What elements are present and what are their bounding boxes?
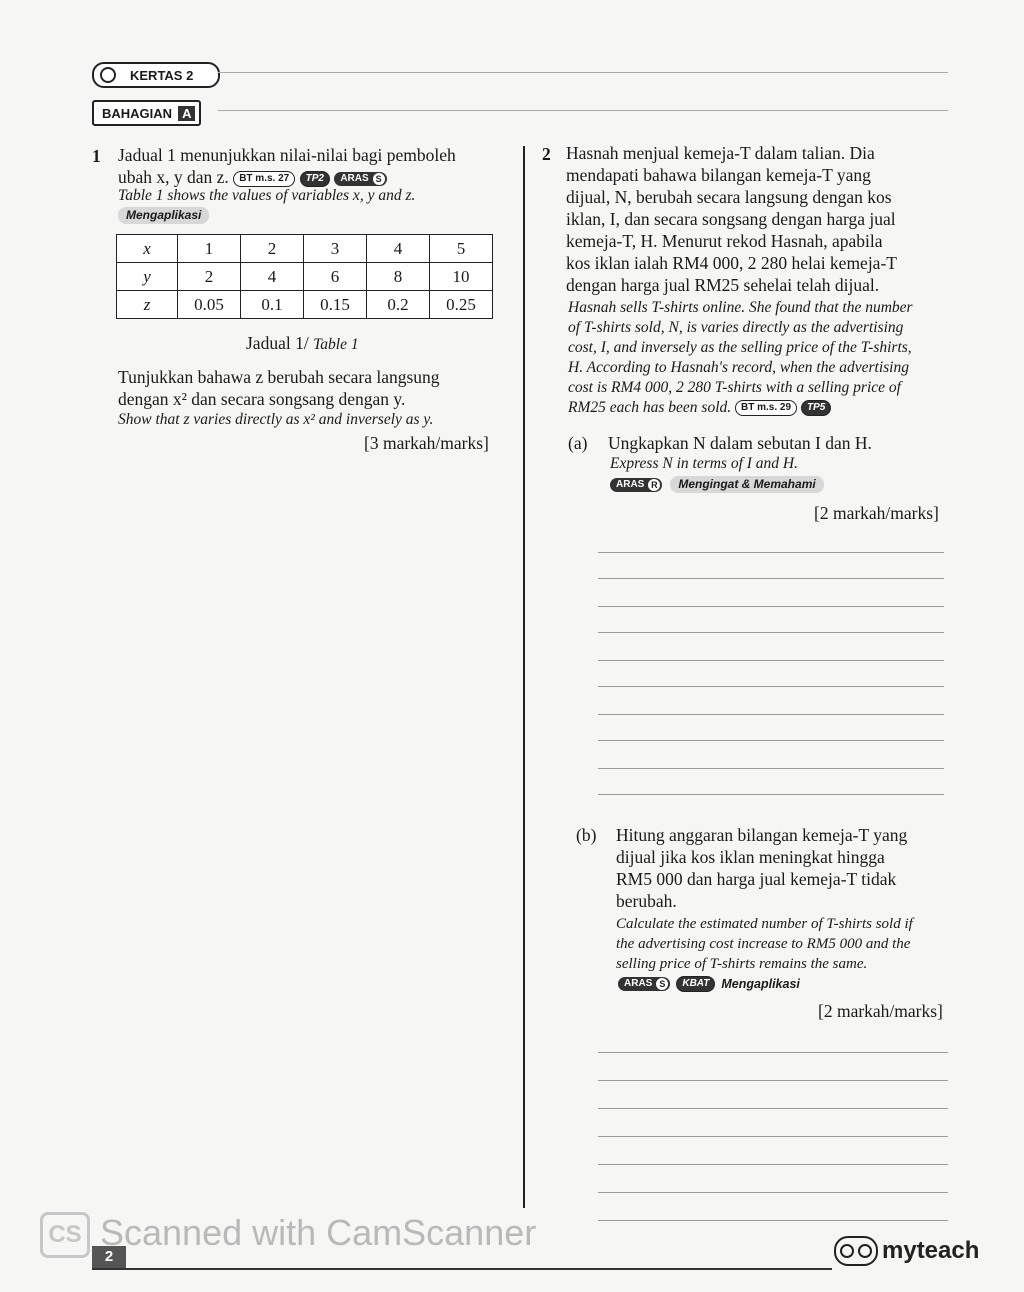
answer-line (598, 794, 944, 795)
marks: [2 markah/marks] (818, 1001, 943, 1021)
answer-line (598, 714, 944, 715)
q2-line: Hasnah menjual kemeja-T dalam talian. Dia (566, 143, 875, 163)
q1-task-ms (118, 366, 510, 410)
caption-ms: Jadual 1/ (246, 333, 309, 353)
answer-line (598, 1220, 948, 1221)
answer-line (598, 1052, 948, 1053)
answer-line (598, 740, 944, 741)
kbat-badge: KBAT (676, 976, 715, 992)
q2-text-ms (566, 142, 956, 296)
section-letter: A (178, 106, 195, 121)
level-badge (610, 478, 662, 492)
q1-line: ubah x, y dan z. (118, 167, 229, 187)
page-number: 2 (92, 1246, 126, 1268)
tp-badge: TP2 (300, 171, 330, 187)
level-badge-label: ARAS (624, 978, 653, 989)
q1-line2-wrap (118, 166, 508, 188)
part-a-ms: Ungkapkan N dalam sebutan I dan H. (608, 433, 872, 453)
answer-line (598, 606, 944, 607)
table-row (117, 235, 493, 263)
table-caption (246, 332, 359, 356)
section-rule (218, 110, 948, 111)
data-table (116, 234, 493, 319)
part-b-ms (616, 824, 958, 912)
camscanner-logo: CS (40, 1212, 90, 1258)
answer-line (598, 1136, 948, 1137)
q2-line: dijual, N, berubah secara langsung dengan kos (566, 187, 892, 207)
q2-en-line: H. According to Hasnah's record, when the advertising (568, 359, 909, 376)
q2-en-line: cost is RM4 000, 2 280 T-shirts with a selling price of (568, 379, 901, 396)
caption-en: Table 1 (313, 336, 359, 353)
question-number: 1 (92, 146, 101, 166)
q2-line: kemeja-T, H. Menurut rekod Hasnah, apabila (566, 231, 883, 251)
answer-line (598, 768, 944, 769)
q1-task-en: Show that z varies directly as x² and inversely as y. (118, 411, 434, 428)
skill-tag: Mengaplikasi (118, 207, 209, 224)
level-value: R (648, 479, 660, 491)
part-b-en-line: selling price of T-shirts remains the same. (616, 956, 868, 972)
question-number: 2 (542, 144, 551, 164)
table-cell: 6 (304, 263, 367, 291)
q1-text-ms (118, 144, 508, 188)
section-label (92, 100, 201, 126)
table-cell: 2 (178, 263, 241, 291)
part-b-en-line: Calculate the estimated number of T-shirts sold if (616, 916, 913, 932)
level-badge (618, 977, 670, 991)
part-label: (b) (576, 825, 597, 845)
scanner-watermark: Scanned with CamScanner (100, 1212, 537, 1253)
table-cell: 1 (178, 235, 241, 263)
table-cell: 0.2 (367, 291, 430, 319)
q2-line: kos iklan ialah RM4 000, 2 280 helai kemeja-T (566, 253, 897, 273)
part-a-tags (610, 476, 824, 493)
answer-line (598, 686, 944, 687)
textbook-ref-badge: BT m.s. 27 (233, 171, 295, 187)
level-value: S (656, 978, 668, 990)
marks: [2 markah/marks] (814, 503, 939, 523)
level-value: S (373, 173, 385, 185)
part-b-line: dijual jika kos iklan meningkat hingga (616, 847, 885, 867)
brand-name: myteach (882, 1237, 980, 1264)
answer-line (598, 660, 944, 661)
answer-line (598, 1080, 948, 1081)
q2-text-en (568, 298, 960, 418)
q1-line: Jadual 1 menunjukkan nilai-nilai bagi pemboleh (118, 145, 456, 165)
table-cell: 10 (430, 263, 493, 291)
q2-en-line: RM25 each has been sold. (568, 399, 732, 416)
show-through-text (540, 170, 544, 187)
table-cell: y (117, 263, 178, 291)
circle-icon (100, 67, 116, 83)
table-cell: x (117, 235, 178, 263)
q2-en-line: cost, I, and inversely as the selling price of the T-shirts, (568, 339, 912, 356)
paper-label-text: KERTAS 2 (130, 67, 194, 83)
table-cell: 4 (367, 235, 430, 263)
column-divider (523, 146, 525, 1208)
table-cell: 0.25 (430, 291, 493, 319)
table-cell: 8 (367, 263, 430, 291)
table-cell: 0.15 (304, 291, 367, 319)
q2-line: iklan, I, dan secara songsang dengan harga jual (566, 209, 896, 229)
table-cell: 0.05 (178, 291, 241, 319)
level-badge-label: ARAS (340, 172, 369, 184)
part-a-en: Express N in terms of I and H. (610, 455, 798, 472)
table-cell: 3 (304, 235, 367, 263)
part-b-en (616, 914, 964, 974)
part-b-line: RM5 000 dan harga jual kemeja-T tidak (616, 869, 897, 889)
level-badge (334, 172, 386, 186)
q2-line: dengan harga jual RM25 sehelai telah dijual. (566, 275, 880, 295)
part-b-tags (618, 976, 800, 992)
answer-line (598, 552, 944, 553)
table-cell: 2 (241, 235, 304, 263)
level-badge-label: ARAS (616, 478, 645, 490)
q2-line: mendapati bahawa bilangan kemeja-T yang (566, 165, 871, 185)
publisher-brand (834, 1236, 979, 1266)
q1-task-line: Tunjukkan bahawa z berubah secara langsung (118, 367, 440, 387)
table-cell: 0.1 (241, 291, 304, 319)
q2-en-line: Hasnah sells T-shirts online. She found that the number (568, 299, 913, 316)
part-b-line: berubah. (616, 891, 677, 911)
answer-line (598, 578, 944, 579)
answer-line (598, 632, 944, 633)
answer-line (598, 1164, 948, 1165)
part-label: (a) (568, 433, 588, 453)
q2-en-line: of T-shirts sold, N, is varies directly as the advertising (568, 319, 904, 336)
paper-label (92, 62, 220, 88)
q2-en-line-wrap (568, 398, 960, 418)
table-cell: 4 (241, 263, 304, 291)
header-rule (218, 72, 948, 73)
answer-line (598, 1108, 948, 1109)
footer-rule (92, 1268, 832, 1270)
textbook-ref-badge: BT m.s. 29 (735, 400, 797, 416)
part-b-en-line: the advertising cost increase to RM5 000 and the (616, 936, 911, 952)
tp-badge: TP5 (801, 400, 831, 416)
q1-task-line: dengan x² dan secara songsang dengan y. (118, 389, 406, 409)
skill-tag: Mengaplikasi (721, 977, 800, 991)
section-label-text: BAHAGIAN (102, 105, 173, 121)
brand-logo-icon (834, 1236, 878, 1266)
table-cell: z (117, 291, 178, 319)
skill-tag: Mengingat & Memahami (670, 476, 823, 493)
answer-line (598, 1192, 948, 1193)
marks: [3 markah/marks] (364, 433, 489, 453)
table-row (117, 263, 493, 291)
table-cell: 5 (430, 235, 493, 263)
part-b-line: Hitung anggaran bilangan kemeja-T yang (616, 825, 908, 845)
table-row (117, 291, 493, 319)
q1-text-en: Table 1 shows the values of variables x, y and z. (118, 187, 416, 204)
